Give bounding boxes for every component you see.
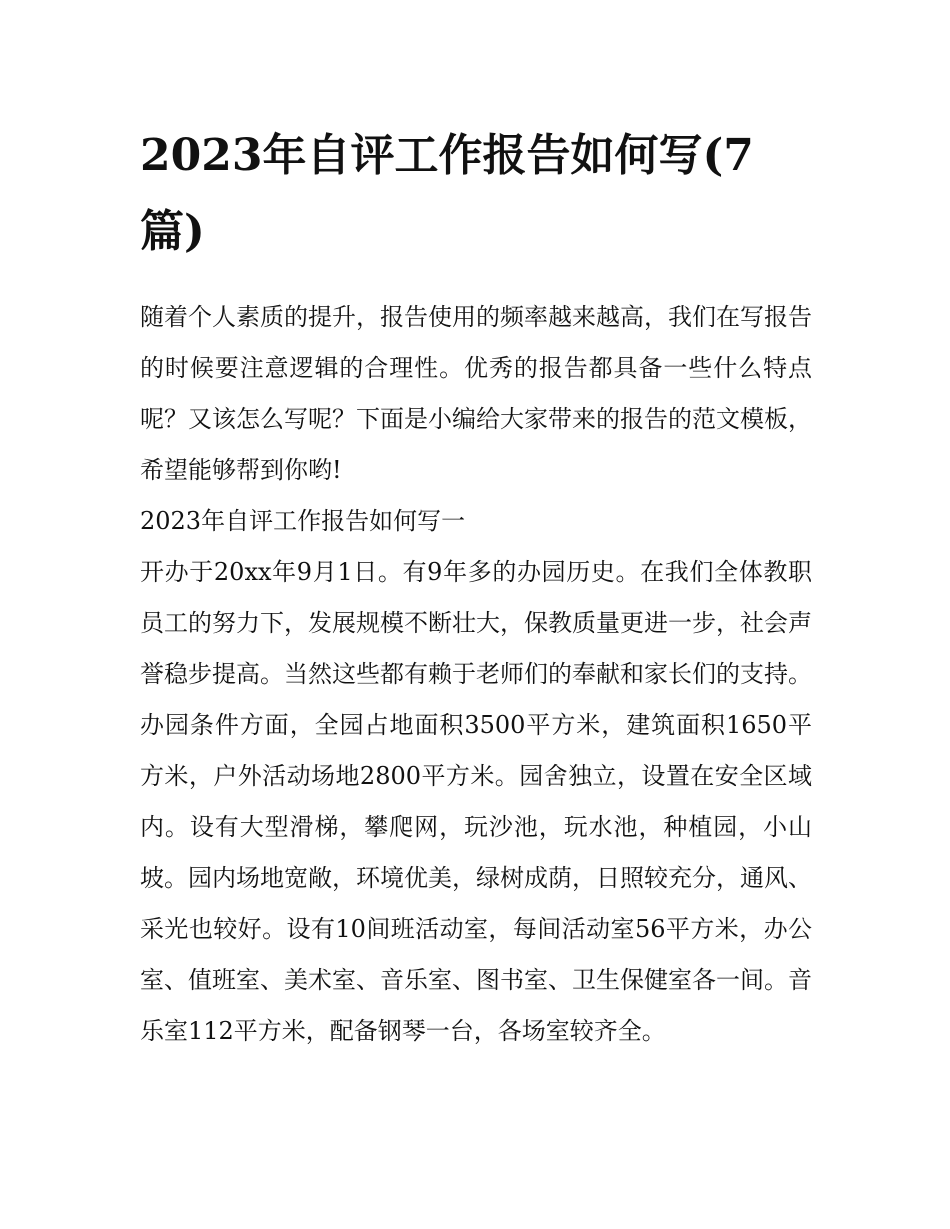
document-body: [140, 118, 812, 1057]
intro-paragraph: 随着个人素质的提升，报告使用的频率越来越高，我们在写报告的时候要注意逻辑的合理性。优秀的报告都具备一些什么特点呢？又该怎么写呢？下面是小编给大家带来的报告的范文模板，希望能够帮到你哟!: [140, 303, 812, 484]
document-title: 2023年自评工作报告如何写(7篇): [140, 130, 754, 257]
section-heading: 2023年自评工作报告如何写一: [140, 507, 466, 535]
section-paragraph-2: 办园条件方面，全园占地面积3500平方米，建筑面积1650平方米，户外活动场地2800平方米。园舍独立，设置在安全区域内。设有大型滑梯，攀爬网，玩沙池，玩水池，种植园，小山坡。园内场地宽敞，环境优美，绿树成荫，日照较充分，通风、采光也较好。设有10间班活动室，每间活动室56平方米，办公室、值班室、美术室、音乐室、图书室、卫生保健室各一间。音乐室112平方米，配备钢琴一台，各场室较齐全。: [140, 711, 812, 1045]
section-paragraph-1: 开办于20xx年9月1日。有9年多的办园历史。在我们全体教职员工的努力下，发展规模不断壮大，保教质量更进一步，社会声誉稳步提高。当然这些都有赖于老师们的奉献和家长们的支持。: [140, 558, 812, 688]
